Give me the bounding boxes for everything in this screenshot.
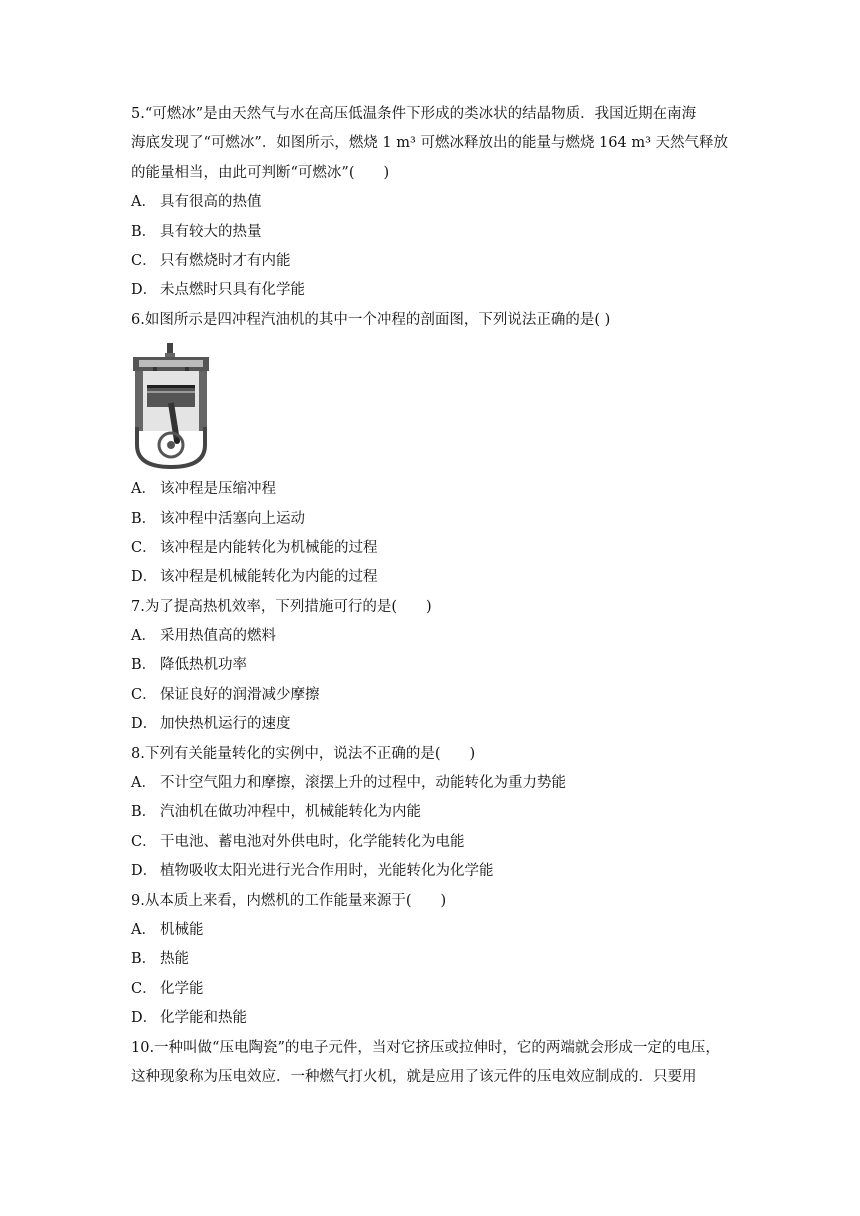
question-6-option-b [131,505,741,534]
option-text: 加快热机运行的速度 [160,716,291,733]
question-5-option-c [131,247,741,276]
option-letter: A． [131,481,156,498]
option-text: 该冲程是机械能转化为内能的过程 [160,569,378,586]
question-5-line-2: 海底发现了“可燃冰”．如图所示，燃烧 1 m³ 可燃冰释放出的能量与燃烧 164 m³ 天然气释放 [131,135,729,152]
option-text: 不计空气阻力和摩擦，滚摆上升的过程中，动能转化为重力势能 [160,775,566,792]
question-10-line-1: 10.一种叫做“压电陶瓷”的电子元件，当对它挤压或拉伸时，它的两端就会形成一定的电压， [131,1039,720,1056]
option-letter: B． [131,804,157,821]
engine-cross-section-figure [131,341,211,469]
question-6-option-c [131,534,741,563]
question-8-option-b [131,798,741,827]
question-9-option-b [131,945,741,974]
question-9-line-1: 9.从本质上来看，内燃机的工作能量来源于( ) [131,892,447,909]
question-9-option-a [131,916,741,945]
option-letter: C． [131,686,157,703]
question-8-option-d [131,857,741,886]
option-letter: B． [131,951,157,968]
option-letter: A． [131,194,156,211]
question-7-option-b [131,651,741,680]
option-letter: C． [131,833,157,850]
question-8-option-c [131,828,741,857]
option-letter: C． [131,539,157,556]
question-5-option-d [131,276,741,305]
question-6-option-d [131,563,741,592]
question-6 [131,306,741,593]
question-6-line-1: 6.如图所示是四冲程汽油机的其中一个冲程的剖面图，下列说法正确的是( ) [131,311,611,328]
question-7-option-a [131,622,741,651]
option-text: 植物吸收太阳光进行光合作用时，光能转化为化学能 [160,863,494,880]
option-text: 汽油机在做功冲程中，机械能转化为内能 [160,804,421,821]
question-6-option-a [131,475,741,504]
option-letter: D． [131,1010,158,1027]
option-letter: D． [131,569,158,586]
option-text: 化学能 [160,980,204,997]
option-text: 该冲程是内能转化为机械能的过程 [160,539,378,556]
option-letter: A． [131,628,156,645]
question-7-line-1: 7.为了提高热机效率，下列措施可行的是( ) [131,598,432,615]
option-letter: C． [131,980,157,997]
question-10 [131,1034,741,1093]
option-letter: D． [131,282,158,299]
question-7-option-d [131,710,741,739]
option-text: 干电池、蓄电池对外供电时，化学能转化为电能 [160,833,465,850]
option-text: 只有燃烧时才有内能 [160,252,291,269]
option-letter: A． [131,921,156,938]
option-text: 降低热机功率 [160,657,247,674]
option-text: 机械能 [160,921,204,938]
option-text: 未点燃时只具有化学能 [160,282,305,299]
option-letter: C． [131,252,157,269]
question-9-option-c [131,975,741,1004]
option-text: 采用热值高的燃料 [160,628,276,645]
question-10-line-2: 这种现象称为压电效应．一种燃气打火机，就是应用了该元件的压电效应制成的．只要用 [131,1068,697,1085]
question-8 [131,740,741,887]
question-5-option-b [131,218,741,247]
option-text: 具有较大的热量 [160,223,262,240]
question-9-option-d [131,1004,741,1033]
question-5-option-a [131,188,741,217]
question-7 [131,593,741,740]
question-8-line-1: 8.下列有关能量转化的实例中，说法不正确的是( ) [131,745,476,762]
page-content [131,100,741,1092]
option-text: 该冲程中活塞向上运动 [160,510,305,527]
question-7-option-c [131,681,741,710]
option-letter: B． [131,223,157,240]
option-text: 化学能和热能 [160,1010,247,1027]
option-text: 具有很高的热值 [160,194,262,211]
option-text: 热能 [160,951,189,968]
question-5-line-3: 的能量相当，由此可判断“可燃冰”( ) [131,164,390,181]
option-letter: D． [131,716,158,733]
option-letter: A． [131,775,156,792]
question-9 [131,887,741,1034]
option-letter: B． [131,657,157,674]
option-text: 该冲程是压缩冲程 [160,481,276,498]
option-text: 保证良好的润滑减少摩擦 [160,686,320,703]
question-5 [131,100,741,306]
option-letter: D． [131,863,158,880]
option-letter: B． [131,510,157,527]
question-8-option-a [131,769,741,798]
question-5-line-1: 5.“可燃冰”是由天然气与水在高压低温条件下形成的类冰状的结晶物质．我国近期在南海 [131,106,697,122]
